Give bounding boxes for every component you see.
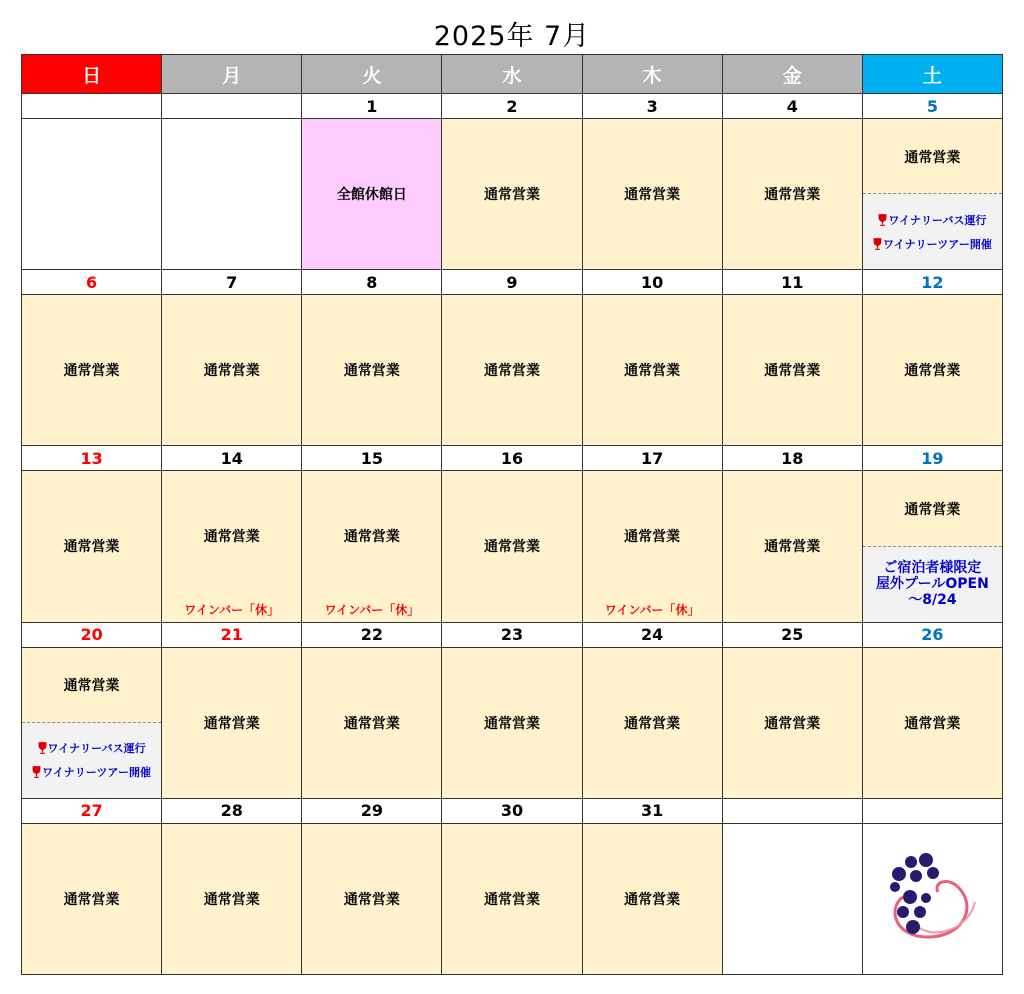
day-cell-22 xyxy=(302,647,442,798)
day-cell-21 xyxy=(162,647,302,798)
winery-tour-event: ワイナリーツアー開催 xyxy=(32,764,151,780)
weekday-sat: 土 xyxy=(862,55,1002,94)
date-18: 18 xyxy=(722,446,862,471)
day-cell-empty xyxy=(722,823,862,974)
date-2: 2 xyxy=(442,94,582,119)
day-cell-31 xyxy=(582,823,722,974)
open-label: 通常営業 xyxy=(343,715,400,732)
date-9: 9 xyxy=(442,270,582,295)
open-label: 通常営業 xyxy=(343,529,400,546)
day-cell-10 xyxy=(582,295,722,446)
open-label: 通常営業 xyxy=(483,187,540,204)
open-label: 通常営業 xyxy=(904,149,961,166)
date-11: 11 xyxy=(722,270,862,295)
date-empty xyxy=(862,798,1002,823)
week4-dates xyxy=(22,622,1003,647)
day-cell-14 xyxy=(162,471,302,622)
date-21: 21 xyxy=(162,622,302,647)
day-cell-11 xyxy=(722,295,862,446)
day-cell-5 xyxy=(862,119,1002,270)
open-label: 通常営業 xyxy=(483,539,540,556)
week4-body xyxy=(22,647,1003,798)
open-label: 通常営業 xyxy=(63,363,120,380)
date-15: 15 xyxy=(302,446,442,471)
open-label: 通常営業 xyxy=(203,363,260,380)
day-cell-4 xyxy=(722,119,862,270)
closed-label: 全館休館日 xyxy=(336,187,407,204)
open-label: 通常営業 xyxy=(624,187,681,204)
wine-glass-icon xyxy=(32,766,41,778)
week5-dates xyxy=(22,798,1003,823)
day-cell-25 xyxy=(722,647,862,798)
day-cell-30 xyxy=(442,823,582,974)
date-25: 25 xyxy=(722,622,862,647)
date-6: 6 xyxy=(22,270,162,295)
week1-body xyxy=(22,119,1003,270)
week1-dates xyxy=(22,94,1003,119)
calendar-grid xyxy=(21,54,1003,975)
date-20: 20 xyxy=(22,622,162,647)
day-cell-empty xyxy=(162,119,302,270)
week5-body xyxy=(22,823,1003,974)
day-cell-1 xyxy=(302,119,442,270)
date-13: 13 xyxy=(22,446,162,471)
date-7: 7 xyxy=(162,270,302,295)
day-cell-15 xyxy=(302,471,442,622)
logo-cell xyxy=(862,823,1002,974)
open-label: 通常営業 xyxy=(624,529,681,546)
date-30: 30 xyxy=(442,798,582,823)
day-cell-26 xyxy=(862,647,1002,798)
weekday-sun: 日 xyxy=(22,55,162,94)
date-12: 12 xyxy=(862,270,1002,295)
day-cell-13 xyxy=(22,471,162,622)
weekday-header-row xyxy=(22,55,1003,94)
open-label: 通常営業 xyxy=(764,539,821,556)
day-cell-7 xyxy=(162,295,302,446)
day-cell-6 xyxy=(22,295,162,446)
date-28: 28 xyxy=(162,798,302,823)
open-label: 通常営業 xyxy=(63,891,120,908)
weekday-mon: 月 xyxy=(162,55,302,94)
day-cell-28 xyxy=(162,823,302,974)
winery-bus-event: ワイナリーバス運行 xyxy=(38,740,146,756)
open-label: 通常営業 xyxy=(904,501,961,518)
date-24: 24 xyxy=(582,622,722,647)
day-cell-27 xyxy=(22,823,162,974)
open-label: 通常営業 xyxy=(764,715,821,732)
wine-bar-closed-note: ワインバー「休」 xyxy=(604,602,700,617)
day-cell-12 xyxy=(862,295,1002,446)
open-label: 通常営業 xyxy=(343,363,400,380)
open-label: 通常営業 xyxy=(624,363,681,380)
open-label: 通常営業 xyxy=(904,715,961,732)
week2-body xyxy=(22,295,1003,446)
open-label: 通常営業 xyxy=(483,891,540,908)
day-cell-2 xyxy=(442,119,582,270)
date-10: 10 xyxy=(582,270,722,295)
winery-events xyxy=(22,722,161,798)
calendar-title: 2025年 7月 xyxy=(433,21,591,52)
day-cell-empty xyxy=(22,119,162,270)
open-label: 通常営業 xyxy=(63,539,120,556)
date-31: 31 xyxy=(582,798,722,823)
date-16: 16 xyxy=(442,446,582,471)
wine-glass-icon xyxy=(878,214,887,226)
weekday-wed: 水 xyxy=(442,55,582,94)
weekday-tue: 火 xyxy=(302,55,442,94)
day-cell-17 xyxy=(582,471,722,622)
date-3: 3 xyxy=(582,94,722,119)
day-cell-3 xyxy=(582,119,722,270)
open-label: 通常営業 xyxy=(764,363,821,380)
date-14: 14 xyxy=(162,446,302,471)
day-cell-18 xyxy=(722,471,862,622)
day-cell-23 xyxy=(442,647,582,798)
day-cell-20 xyxy=(22,647,162,798)
date-19: 19 xyxy=(862,446,1002,471)
day-cell-19 xyxy=(862,471,1002,622)
day-cell-8 xyxy=(302,295,442,446)
open-label: 通常営業 xyxy=(203,715,260,732)
day-cell-9 xyxy=(442,295,582,446)
wine-bar-closed-note: ワインバー「休」 xyxy=(184,602,280,617)
winery-bus-event: ワイナリーバス運行 xyxy=(878,212,986,228)
open-label: 通常営業 xyxy=(764,187,821,204)
date-1: 1 xyxy=(302,94,442,119)
week2-dates xyxy=(22,270,1003,295)
open-label: 通常営業 xyxy=(624,891,681,908)
day-cell-16 xyxy=(442,471,582,622)
day-cell-29 xyxy=(302,823,442,974)
grape-logo xyxy=(883,852,983,947)
wine-bar-closed-note: ワインバー「休」 xyxy=(324,602,420,617)
week3-body xyxy=(22,471,1003,622)
date-29: 29 xyxy=(302,798,442,823)
winery-events xyxy=(863,193,1002,269)
open-label: 通常営業 xyxy=(203,529,260,546)
wine-glass-icon xyxy=(873,238,882,250)
date-4: 4 xyxy=(722,94,862,119)
date-27: 27 xyxy=(22,798,162,823)
open-label: 通常営業 xyxy=(63,678,120,695)
pool-notice: ご宿泊者様限定 屋外プールOPEN ～8/24 xyxy=(863,546,1002,622)
winery-tour-event: ワイナリーツアー開催 xyxy=(873,236,992,252)
date-empty xyxy=(162,94,302,119)
wine-glass-icon xyxy=(38,742,47,754)
date-empty xyxy=(22,94,162,119)
week3-dates xyxy=(22,446,1003,471)
open-label: 通常営業 xyxy=(343,891,400,908)
date-17: 17 xyxy=(582,446,722,471)
open-label: 通常営業 xyxy=(483,363,540,380)
open-label: 通常営業 xyxy=(624,715,681,732)
open-label: 通常営業 xyxy=(203,891,260,908)
date-empty xyxy=(722,798,862,823)
open-label: 通常営業 xyxy=(483,715,540,732)
date-22: 22 xyxy=(302,622,442,647)
day-cell-24 xyxy=(582,647,722,798)
date-26: 26 xyxy=(862,622,1002,647)
date-8: 8 xyxy=(302,270,442,295)
date-23: 23 xyxy=(442,622,582,647)
open-label: 通常営業 xyxy=(904,363,961,380)
date-5: 5 xyxy=(862,94,1002,119)
weekday-fri: 金 xyxy=(722,55,862,94)
weekday-thu: 木 xyxy=(582,55,722,94)
